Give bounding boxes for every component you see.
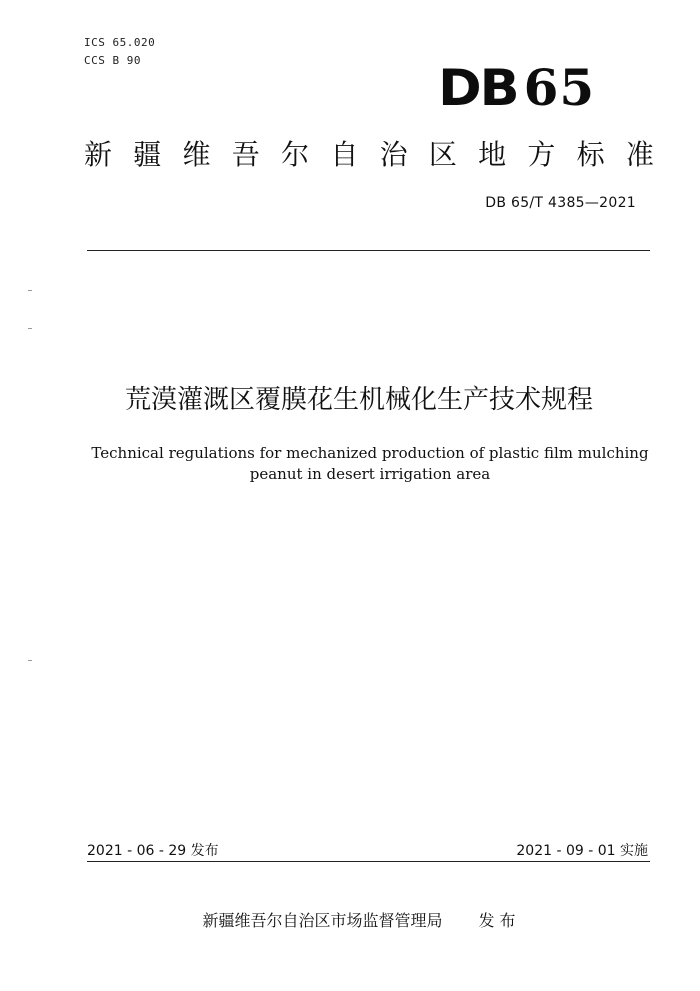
bottom-divider <box>87 861 650 862</box>
standard-type-title <box>84 136 654 174</box>
standard-type-char: 维 <box>182 138 211 171</box>
ccs-code: CCS B 90 <box>84 54 141 67</box>
margin-mark <box>28 328 32 329</box>
document-title-chinese: 荒漠灌溉区覆膜花生机械化生产技术规程 <box>124 385 593 415</box>
standard-type-char: 尔 <box>281 138 310 171</box>
standard-type-char: 准 <box>625 138 654 171</box>
db-logo-code: 65 <box>523 58 596 117</box>
standard-type-char: 区 <box>428 138 457 171</box>
standard-number: DB 65/T 4385—2021 <box>485 195 636 211</box>
publish-action: 发 布 <box>478 911 516 930</box>
standard-type-char: 疆 <box>133 138 162 171</box>
document-title-english: Technical regulations for mechanized production of plastic film mulching peanut in desert irrigation area <box>91 444 649 483</box>
standard-type-char: 自 <box>330 138 359 171</box>
top-divider <box>87 250 650 251</box>
issue-date: 2021 - 06 - 29 发布 <box>87 843 219 859</box>
publisher-name: 新疆维吾尔自治区市场监督管理局 <box>202 911 443 930</box>
margin-mark <box>28 660 32 661</box>
standard-type-char: 新 <box>84 138 113 171</box>
publisher-line <box>0 908 700 931</box>
db-logo-letters: DB <box>438 59 518 117</box>
standard-type-char: 吾 <box>231 138 260 171</box>
standard-type-char: 治 <box>379 138 408 171</box>
standard-type-char: 标 <box>576 138 605 171</box>
db-logo <box>440 58 595 118</box>
standard-type-char: 方 <box>527 138 556 171</box>
margin-mark <box>28 290 32 291</box>
implementation-date: 2021 - 09 - 01 实施 <box>516 843 648 859</box>
ics-code: ICS 65.020 <box>84 36 156 49</box>
standard-type-char: 地 <box>478 138 507 171</box>
